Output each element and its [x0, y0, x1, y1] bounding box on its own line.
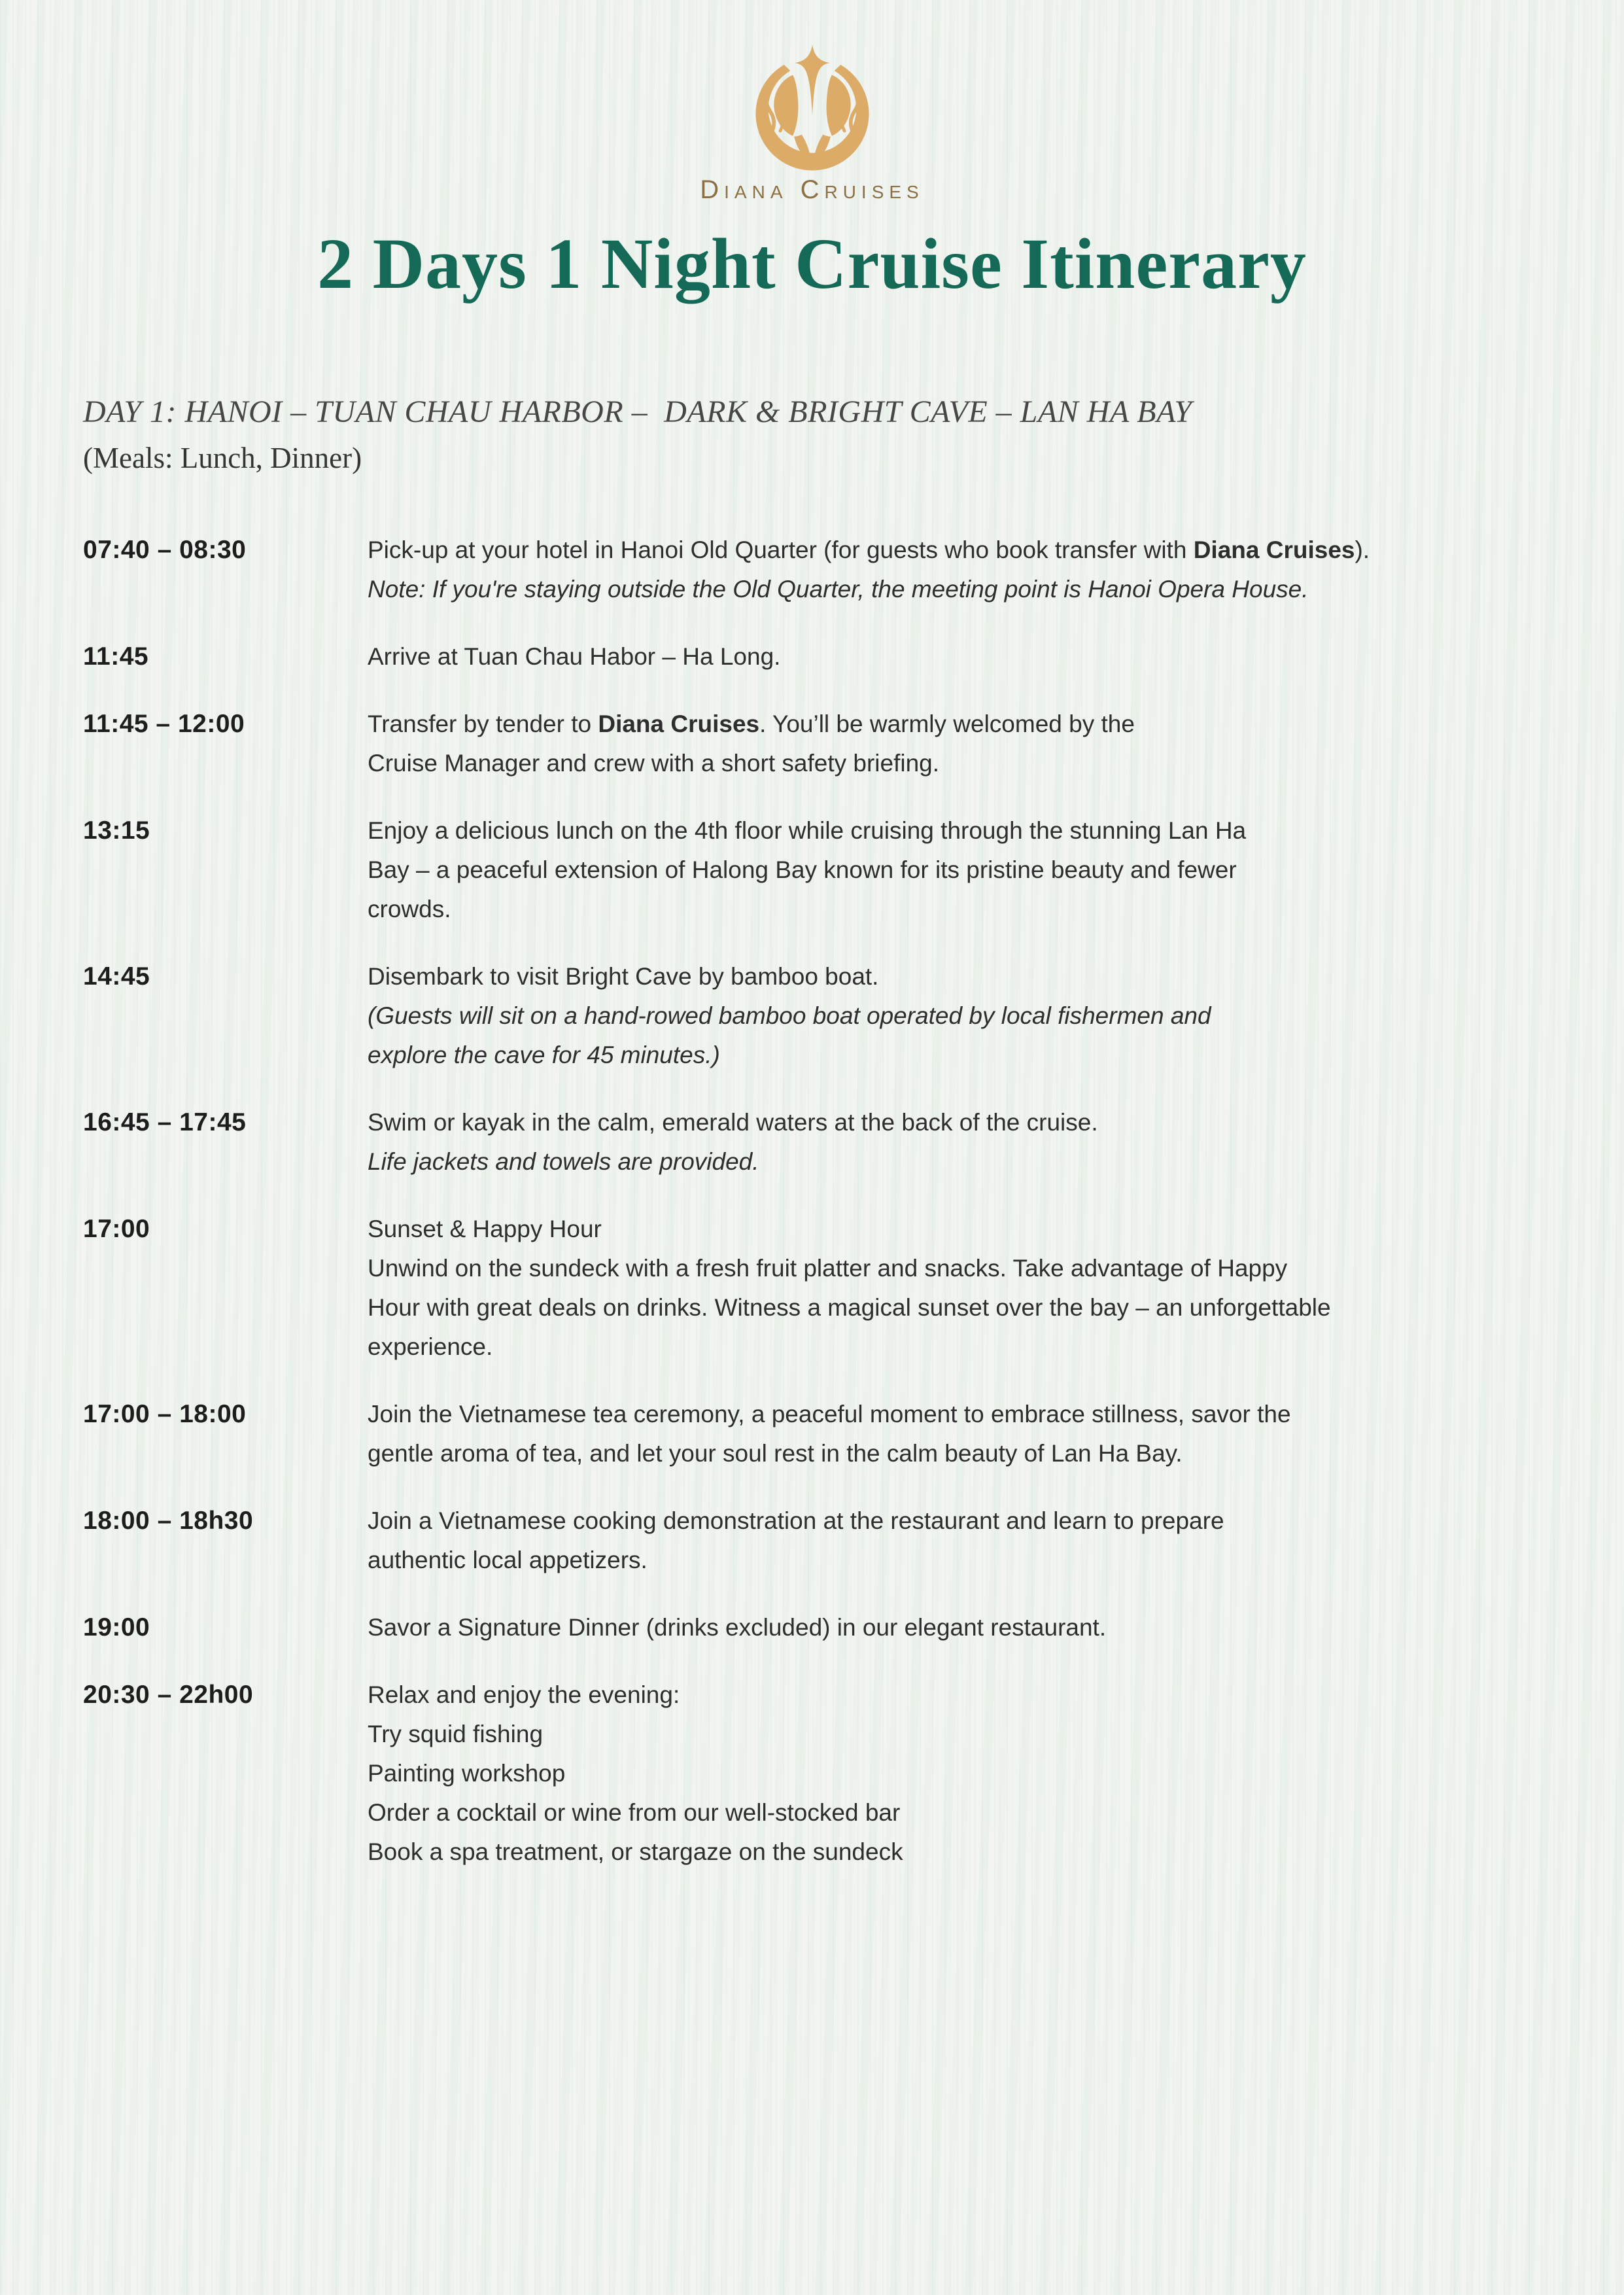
description-line: [368, 850, 1565, 890]
text: Transfer by tender to: [368, 710, 598, 737]
time-label: 11:45 – 12:00: [83, 710, 245, 738]
description-line: [368, 1754, 1565, 1793]
time-label: 07:40 – 08:30: [83, 536, 247, 564]
text: Hour with great deals on drinks. Witness a magical sunset over the bay – an unforgettable: [368, 1294, 1331, 1321]
description: [368, 1501, 1565, 1580]
bold-text: Diana Cruises: [598, 710, 760, 737]
bold-text: Diana Cruises: [1193, 536, 1355, 563]
diana-cruises-logo: [731, 42, 894, 171]
description: [368, 1395, 1565, 1473]
description: [368, 637, 1565, 676]
text: Order a cocktail or wine from our well-stocked bar: [368, 1799, 901, 1826]
text: ).: [1355, 536, 1370, 563]
text: authentic local appetizers.: [368, 1547, 648, 1573]
schedule-row: [83, 1395, 1565, 1473]
time-label: 17:00 – 18:00: [83, 1400, 247, 1428]
text: explore the cave for 45 minutes.): [368, 1042, 720, 1068]
text: Unwind on the sundeck with a fresh fruit platter and snacks. Take advantage of Happy: [368, 1255, 1288, 1282]
text: Enjoy a delicious lunch on the 4th floor while cruising through the stunning Lan Ha: [368, 817, 1247, 844]
description: [368, 705, 1565, 783]
time-label: 13:15: [83, 816, 150, 845]
description-line: [368, 705, 1565, 744]
schedule-row: [83, 1210, 1565, 1367]
content: [0, 393, 1624, 1872]
text: Pick-up at your hotel in Hanoi Old Quarter (for guests who book transfer with: [368, 536, 1194, 563]
day-header: [83, 393, 1565, 476]
schedule-row: [83, 531, 1565, 609]
time-label: 14:45: [83, 962, 150, 990]
description-line: [368, 1288, 1565, 1327]
header: [0, 0, 1624, 303]
description-line: [368, 996, 1565, 1036]
description-line: [368, 890, 1565, 929]
time-label: 17:00: [83, 1215, 150, 1243]
description-line: [368, 744, 1565, 783]
schedule-row: [83, 1608, 1565, 1647]
schedule-row: [83, 1103, 1565, 1182]
time-label: 16:45 – 17:45: [83, 1108, 247, 1136]
description-line: [368, 1608, 1565, 1647]
text: Arrive at Tuan Chau Habor – Ha Long.: [368, 643, 781, 670]
page-title: 2 Days 1 Night Cruise Itinerary: [317, 224, 1307, 304]
text: . You’ll be warmly welcomed by the: [759, 710, 1135, 737]
schedule-row: [83, 1675, 1565, 1872]
text: crowds.: [368, 896, 451, 922]
schedule-row: [83, 811, 1565, 929]
description: [368, 1675, 1565, 1872]
description-line: [368, 1541, 1565, 1580]
description-line: [368, 1832, 1565, 1872]
text: Try squid fishing: [368, 1721, 544, 1747]
description-line: [368, 1675, 1565, 1715]
description-line: [368, 1210, 1565, 1249]
description-line: [368, 1142, 1565, 1182]
text: Note: If you're staying outside the Old Quarter, the meeting point is Hanoi Opera House.: [368, 576, 1309, 603]
text: Bay – a peaceful extension of Halong Bay known for its pristine beauty and fewer: [368, 856, 1237, 883]
description-line: [368, 1327, 1565, 1367]
text: Disembark to visit Bright Cave by bamboo boat.: [368, 963, 879, 990]
text: (Guests will sit on a hand-rowed bamboo boat operated by local fishermen and: [368, 1002, 1211, 1029]
description-line: [368, 811, 1565, 850]
schedule-row: [83, 1501, 1565, 1580]
description-line: [368, 1793, 1565, 1832]
text: Book a spa treatment, or stargaze on the sundeck: [368, 1838, 903, 1865]
time-label: 18:00 – 18h30: [83, 1507, 254, 1535]
description-line: [368, 1501, 1565, 1541]
time-label: 20:30 – 22h00: [83, 1681, 254, 1709]
time-label: 19:00: [83, 1613, 150, 1641]
schedule-row: [83, 705, 1565, 783]
description: [368, 957, 1565, 1075]
star-icon: [795, 44, 830, 115]
description-line: [368, 957, 1565, 996]
text: gentle aroma of tea, and let your soul rest in the calm beauty of Lan Ha Bay.: [368, 1440, 1183, 1467]
day-meals-note: (Meals: Lunch, Dinner): [83, 442, 362, 474]
text: Painting workshop: [368, 1760, 566, 1787]
text: Sunset & Happy Hour: [368, 1216, 602, 1242]
brand-wordmark: Diana Cruises: [700, 175, 924, 204]
description-line: [368, 1395, 1565, 1434]
description-line: [368, 1103, 1565, 1142]
text: Swim or kayak in the calm, emerald waters at the back of the cruise.: [368, 1109, 1098, 1136]
description: [368, 811, 1565, 929]
description-line: [368, 637, 1565, 676]
description: [368, 1103, 1565, 1182]
text: Join a Vietnamese cooking demonstration at the restaurant and learn to prepare: [368, 1507, 1224, 1534]
time-label: 11:45: [83, 642, 149, 671]
text: Relax and enjoy the evening:: [368, 1681, 680, 1708]
description-line: [368, 1715, 1565, 1754]
text: Savor a Signature Dinner (drinks excluded) in our elegant restaurant.: [368, 1614, 1107, 1641]
schedule-row: [83, 637, 1565, 676]
text: experience.: [368, 1333, 493, 1360]
description: [368, 531, 1565, 609]
text: Cruise Manager and crew with a short safety briefing.: [368, 750, 940, 777]
schedule: [83, 531, 1565, 1872]
description-line: [368, 531, 1565, 570]
day-route-heading: DAY 1: HANOI – TUAN CHAU HARBOR – DARK & BRIGHT CAVE – LAN HA BAY: [83, 394, 1192, 429]
description: [368, 1608, 1565, 1647]
description-line: [368, 1249, 1565, 1288]
description-line: [368, 1434, 1565, 1473]
description-line: [368, 1036, 1565, 1075]
schedule-row: [83, 957, 1565, 1075]
text: Join the Vietnamese tea ceremony, a peaceful moment to embrace stillness, savor the: [368, 1401, 1291, 1428]
text: Life jackets and towels are provided.: [368, 1148, 759, 1175]
description-line: [368, 570, 1565, 609]
description: [368, 1210, 1565, 1367]
